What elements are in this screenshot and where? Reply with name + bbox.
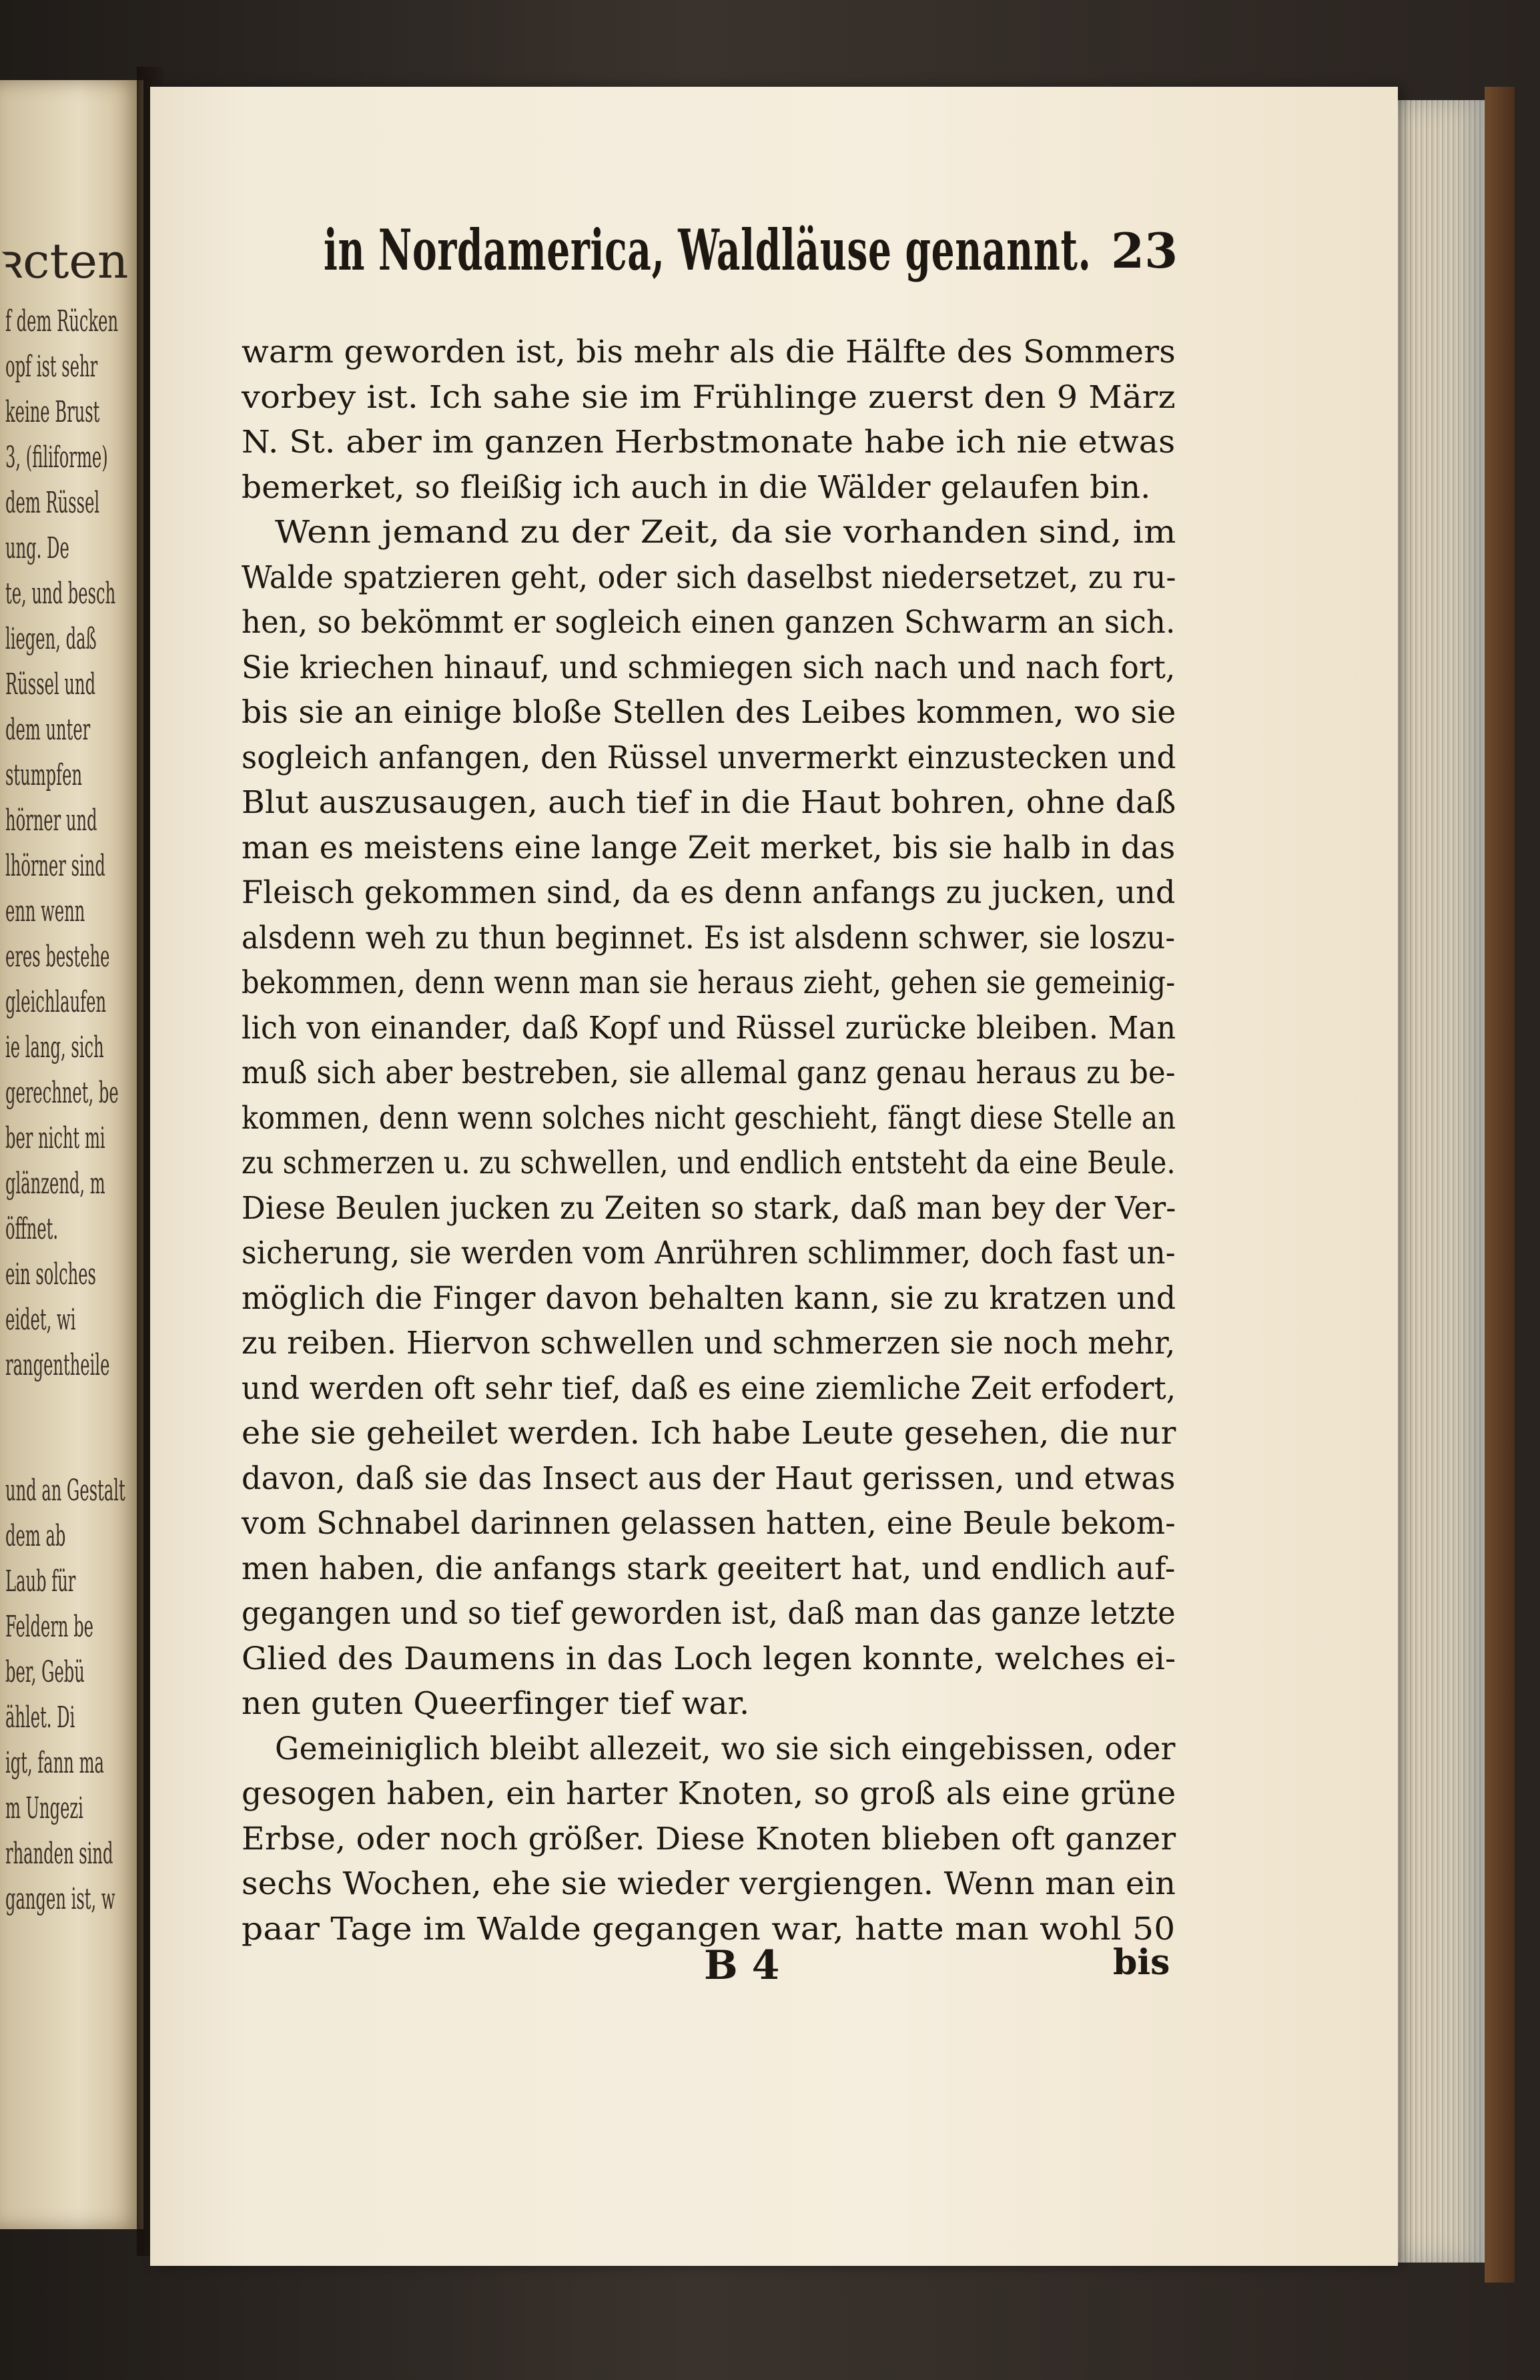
text-line: Blut auszusaugen, auch tief in die Haut bohren, ohne daß — [242, 784, 1176, 821]
previous-page-line: Feldern be — [5, 1610, 94, 1644]
previous-page-line: rhanden sind — [5, 1837, 113, 1871]
text-line: sicherung, sie werden vom Anrühren schlimmer, doch fast un- — [242, 1235, 1176, 1271]
text-line: und werden oft sehr tief, daß es eine ziemliche Zeit erfodert, — [242, 1370, 1176, 1407]
previous-page-line: glänzend, m — [5, 1167, 105, 1201]
text-line: kommen, denn wenn solches nicht geschieht, fängt diese Stelle an — [242, 1099, 1176, 1137]
text-line: bis sie an einige bloße Stellen des Leibes kommen, wo sie — [242, 694, 1176, 731]
previous-page-line: m Ungezi — [5, 1791, 83, 1825]
previous-page-line: rangentheile — [5, 1348, 110, 1382]
previous-page-line: dem Rüssel — [5, 486, 100, 520]
previous-page-line: ein solches — [5, 1257, 96, 1291]
text-line: sechs Wochen, ehe sie wieder vergiengen. Wenn man ein — [242, 1865, 1176, 1902]
previous-page-line: öffnet. — [5, 1212, 59, 1246]
text-line: warm geworden ist, bis mehr als die Hälfte des Sommers — [242, 334, 1176, 370]
previous-page-line: ählet. Di — [5, 1701, 75, 1735]
text-line: N. St. aber im ganzen Herbstmonate habe ich nie etwas — [242, 424, 1176, 461]
previous-page-line: stumpfen — [5, 758, 83, 792]
text-line: men haben, die anfangs stark geeitert hat, und endlich auf- — [242, 1550, 1176, 1587]
catchword: bis — [1113, 1942, 1170, 1983]
previous-page-fragment — [0, 80, 143, 2229]
text-line: Gemeiniglich bleibt allezeit, wo sie sich eingebissen, oder — [275, 1730, 1176, 1767]
signature-mark: B 4 — [704, 1942, 780, 1989]
running-title: in Nordamerica, Waldläuse genannt. — [324, 217, 1092, 283]
previous-page-line: hörner und — [5, 804, 97, 838]
previous-page-line: dem unter — [5, 713, 91, 747]
text-line: Erbse, oder noch größer. Diese Knoten blieben oft ganzer — [242, 1820, 1176, 1857]
text-line: vom Schnabel darinnen gelassen hatten, eine Beule bekom- — [242, 1505, 1176, 1542]
text-line: gegangen und so tief geworden ist, daß man das ganze letzte — [242, 1595, 1176, 1632]
previous-page-line: und an Gestalt — [5, 1474, 125, 1508]
text-line: Glied des Daumens in das Loch legen konnte, welches ei- — [242, 1640, 1176, 1677]
previous-page-line: lhörner sind — [5, 849, 105, 883]
text-line: alsdenn weh zu thun beginnet. Es ist alsdenn schwer, sie loszu- — [242, 919, 1176, 956]
previous-page-line: keine Brust — [5, 395, 100, 429]
previous-page-line: f dem Rücken — [5, 304, 119, 338]
text-line: möglich die Finger davon behalten kann, sie zu kratzen und — [242, 1279, 1176, 1317]
previous-page-line: eidet, wi — [5, 1303, 76, 1337]
previous-page-line: liegen, daß — [5, 622, 97, 656]
previous-page-line: 3, (filiforme) — [5, 440, 108, 475]
text-line: gesogen haben, ein harter Knoten, so groß als eine grüne — [242, 1775, 1176, 1812]
previous-page-line: gerechnet, be — [5, 1076, 119, 1110]
previous-page-line: gleichlaufen — [5, 985, 107, 1019]
previous-page-line: ber nicht mi — [5, 1121, 105, 1155]
text-line: hen, so bekömmt er sogleich einen ganzen Schwarm an sich. — [242, 604, 1176, 641]
previous-page-line: eres bestehe — [5, 940, 110, 974]
text-line: ehe sie geheilet werden. Ich habe Leute gesehen, die nur — [242, 1415, 1176, 1452]
previous-page-line: ie lang, sich — [5, 1030, 104, 1065]
text-line: zu reiben. Hiervon schwellen und schmerzen sie noch mehr, — [242, 1325, 1176, 1362]
previous-page-line: Laub für — [5, 1564, 76, 1598]
text-line: nen guten Queerfinger tief war. — [242, 1685, 750, 1722]
text-line: sogleich anfangen, den Rüssel unvermerkt einzustecken und — [242, 739, 1176, 776]
text-line: Walde spatzieren geht, oder sich daselbst niedersetzet, zu ru- — [242, 559, 1176, 596]
previous-page-line: opf ist sehr — [5, 350, 98, 384]
text-line: man es meistens eine lange Zeit merket, bis sie halb in das — [242, 829, 1176, 866]
text-line: lich von einander, daß Kopf und Rüssel zurücke bleiben. Man — [242, 1009, 1176, 1047]
previous-page-line: gangen ist, w — [5, 1882, 115, 1916]
text-line: muß sich aber bestreben, sie allemal ganz genau heraus zu be- — [242, 1055, 1176, 1091]
page-header — [324, 217, 1178, 290]
text-line: zu schmerzen u. zu schwellen, und endlich entsteht da eine Beule. — [242, 1145, 1176, 1181]
text-line: vorbey ist. Ich sahe sie im Frühlinge zuerst den 9 März — [242, 378, 1176, 416]
previous-page-line: te, und besch — [5, 577, 116, 611]
previous-page-line: ung. De — [5, 531, 69, 565]
text-line: bekommen, denn wenn man sie heraus zieht, gehen sie gemeinig- — [242, 964, 1176, 1001]
page-number: 23 — [1111, 222, 1178, 279]
text-line: Wenn jemand zu der Zeit, da sie vorhanden sind, im — [275, 514, 1176, 551]
previous-page-line: enn wenn — [5, 894, 85, 928]
previous-page-header: ꝛcten — [0, 233, 129, 289]
previous-page-line: igt, fann ma — [5, 1746, 104, 1780]
previous-page-line: ber, Gebü — [5, 1655, 85, 1689]
text-line: bemerket, so fleißig ich auch in die Wälder gelaufen bin. — [242, 469, 1151, 506]
book-cover-edge — [1485, 87, 1515, 2283]
text-line: paar Tage im Walde gegangen war, hatte man wohl 50 — [242, 1910, 1176, 1948]
previous-page-line: Rüssel und — [5, 667, 96, 701]
previous-page-line: dem ab — [5, 1519, 66, 1553]
text-line: Sie kriechen hinauf, und schmiegen sich nach und nach fort, — [242, 649, 1176, 686]
text-line: Fleisch gekommen sind, da es denn anfangs zu jucken, und — [242, 874, 1176, 911]
text-line: davon, daß sie das Insect aus der Haut gerissen, und etwas — [242, 1460, 1176, 1497]
text-line: Diese Beulen jucken zu Zeiten so stark, daß man bey der Ver- — [242, 1189, 1176, 1227]
